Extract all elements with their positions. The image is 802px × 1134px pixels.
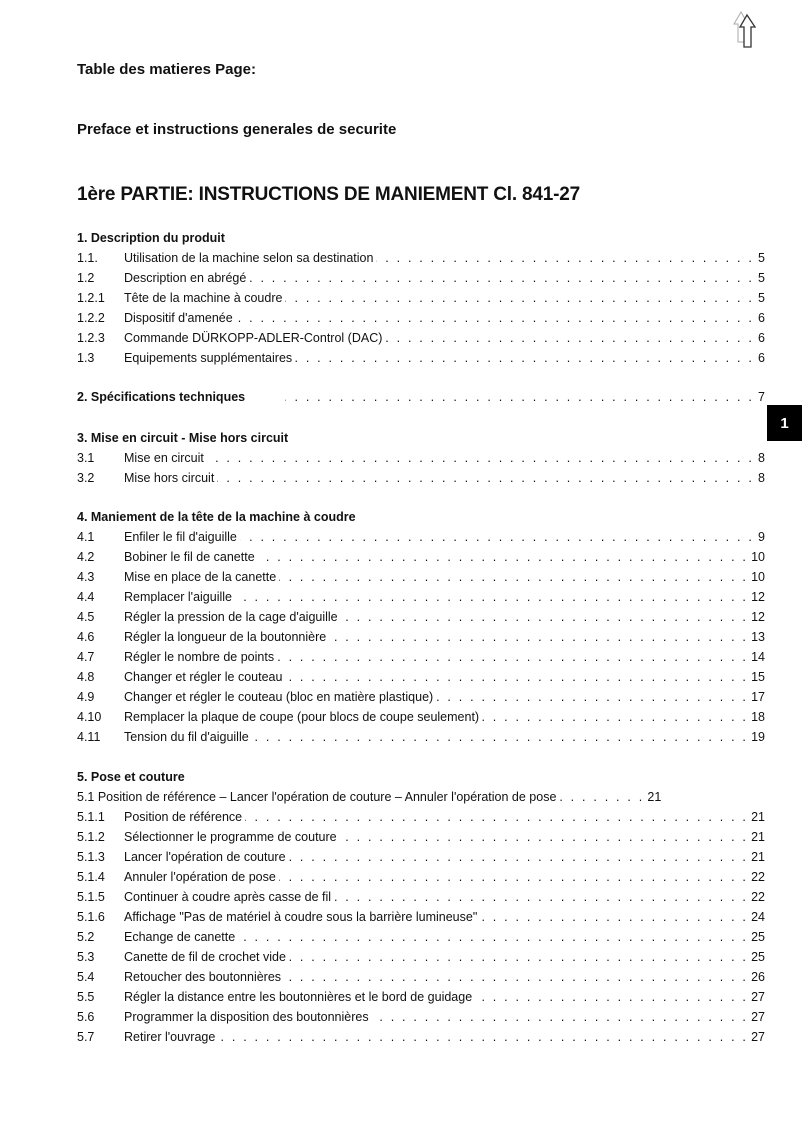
- entry-title: Continuer à coudre après casse de fil: [124, 890, 332, 904]
- entry-title: Echange de canette: [124, 930, 236, 944]
- toc-entry[interactable]: [77, 1007, 765, 1027]
- dot-leader: [285, 288, 754, 308]
- page-number: 5: [758, 271, 765, 285]
- entry-number: 1.2.1: [77, 291, 105, 305]
- dot-leader: [285, 387, 754, 407]
- dot-leader: [372, 1007, 749, 1027]
- toc-entry[interactable]: [77, 547, 765, 567]
- page-number: 6: [758, 351, 765, 365]
- dot-leader: [236, 308, 754, 328]
- toc-entry[interactable]: [77, 707, 765, 727]
- toc-entry[interactable]: [77, 807, 765, 827]
- toc-entry[interactable]: [77, 468, 765, 488]
- page-number: 17: [751, 690, 765, 704]
- dot-leader: [295, 348, 754, 368]
- dot-leader: [385, 328, 754, 348]
- page-number: 26: [751, 970, 765, 984]
- toc-section: [77, 228, 765, 368]
- dot-leader: [249, 268, 754, 288]
- toc-entry[interactable]: [77, 527, 765, 547]
- page-number: 9: [758, 530, 765, 544]
- entry-title: Dispositif d'amenée: [124, 311, 233, 325]
- entry-title: Régler la longueur de la boutonnière: [124, 630, 327, 644]
- entry-title: Changer et régler le couteau (bloc en matière plastique): [124, 690, 434, 704]
- page-number: 10: [751, 550, 765, 564]
- toc-entry[interactable]: [77, 288, 765, 308]
- page-number: 21: [751, 850, 765, 864]
- entry-title: Régler le nombre de points: [124, 650, 275, 664]
- entry-title: Programmer la disposition des boutonnières: [124, 1010, 369, 1024]
- dot-leader: [217, 468, 754, 488]
- page-number: 5: [758, 251, 765, 265]
- toc-entry[interactable]: [77, 667, 765, 687]
- page-number: 15: [751, 670, 765, 684]
- dot-leader: [475, 987, 748, 1007]
- toc-entry[interactable]: [77, 987, 765, 1007]
- entry-number: 4.1: [77, 530, 95, 544]
- toc-section-heading[interactable]: [77, 387, 765, 407]
- entry-number: 4.3: [77, 570, 95, 584]
- entry-number: 4.10: [77, 710, 102, 724]
- section-title: 2. Spécifications techniques: [77, 390, 246, 404]
- page-number: 21: [751, 830, 765, 844]
- dot-leader: [245, 807, 748, 827]
- page-number: 25: [751, 950, 765, 964]
- entry-title: Mise hors circuit: [124, 471, 215, 485]
- page-number: 22: [751, 870, 765, 884]
- dot-leader: [334, 887, 748, 907]
- entry-number: 1.2.2: [77, 311, 105, 325]
- entry-number: 4.8: [77, 670, 95, 684]
- entry-number: 5.1.2: [77, 830, 105, 844]
- entry-title: Utilisation de la machine selon sa destination: [124, 251, 374, 265]
- entry-number: 5.1.1: [77, 810, 105, 824]
- dot-leader: [289, 847, 749, 867]
- entry-number: 5.4: [77, 970, 95, 984]
- entry-number: 4.6: [77, 630, 95, 644]
- toc-section-heading: 1. Description du produit: [77, 231, 225, 245]
- dot-leader: [480, 907, 748, 927]
- toc-entry[interactable]: [77, 967, 765, 987]
- entry-number: 3.1: [77, 451, 95, 465]
- toc-entry[interactable]: [77, 268, 765, 288]
- toc-entry[interactable]: [77, 827, 765, 847]
- entry-number: 4.11: [77, 730, 101, 744]
- page-number: 8: [758, 471, 765, 485]
- entry-title: Bobiner le fil de canette: [124, 550, 255, 564]
- page-number: 27: [751, 1010, 765, 1024]
- entry-title: Enfiler le fil d'aiguille: [124, 530, 237, 544]
- entry-number: 5.7: [77, 1030, 95, 1044]
- page-number: 12: [751, 590, 765, 604]
- page-number: 5: [758, 291, 765, 305]
- entry-number: 4.2: [77, 550, 95, 564]
- entry-title: Retirer l'ouvrage: [124, 1030, 216, 1044]
- entry-number: 4.7: [77, 650, 95, 664]
- entry-number: 1.3: [77, 351, 95, 365]
- entry-number: 4.4: [77, 590, 95, 604]
- toc-entry[interactable]: [77, 248, 765, 268]
- entry-number: 5.1.5: [77, 890, 105, 904]
- entry-title: Affichage "Pas de matériel à coudre sous la barrière lumineuse": [124, 910, 478, 924]
- entry-number: 5.6: [77, 1010, 95, 1024]
- toc-entry[interactable]: [77, 787, 765, 807]
- dot-leader: [277, 647, 748, 667]
- dot-leader: [341, 607, 748, 627]
- toc-section: [77, 507, 765, 747]
- entry-title: Tension du fil d'aiguille: [124, 730, 249, 744]
- page-number: 8: [758, 451, 765, 465]
- dot-leader: [436, 687, 748, 707]
- page-number: 24: [751, 910, 765, 924]
- entry-title: Position de référence: [124, 810, 243, 824]
- dot-leader: [284, 967, 748, 987]
- page-number: 27: [751, 990, 765, 1004]
- toc-entry[interactable]: [77, 328, 765, 348]
- entry-title: Remplacer l'aiguille: [124, 590, 232, 604]
- toc-title: Table des matieres Page:: [77, 61, 256, 78]
- toc-entry[interactable]: [77, 647, 765, 667]
- dot-leader: [559, 787, 644, 807]
- toc-section-heading: 5. Pose et couture: [77, 770, 185, 784]
- entry-number: 5.5: [77, 990, 95, 1004]
- entry-title: Lancer l'opération de couture: [124, 850, 286, 864]
- page-number: 6: [758, 331, 765, 345]
- toc-entry[interactable]: [77, 927, 765, 947]
- dot-leader: [252, 727, 748, 747]
- dot-leader: [207, 448, 754, 468]
- entry-title: Sélectionner le programme de couture: [124, 830, 337, 844]
- preface-heading[interactable]: Preface et instructions generales de securite: [77, 121, 397, 138]
- entry-number: 5.1.3: [77, 850, 105, 864]
- toc-entry[interactable]: [77, 348, 765, 368]
- toc-entry[interactable]: [77, 907, 765, 927]
- toc-section-heading: 3. Mise en circuit - Mise hors circuit: [77, 431, 289, 445]
- page-number: 21: [647, 790, 662, 804]
- toc-entry[interactable]: [77, 308, 765, 328]
- toc-section-heading: 4. Maniement de la tête de la machine à coudre: [77, 510, 356, 524]
- entry-title: Remplacer la plaque de coupe (pour blocs de coupe seulement): [124, 710, 480, 724]
- toc-entry[interactable]: [77, 587, 765, 607]
- toc-entry[interactable]: [77, 1027, 765, 1047]
- entry-title: Régler la distance entre les boutonnières et le bord de guidage: [124, 990, 473, 1004]
- page-number: 6: [758, 311, 765, 325]
- page-number: 14: [751, 650, 765, 664]
- toc-entry[interactable]: [77, 448, 765, 468]
- chapter-tab[interactable]: 1: [767, 405, 802, 441]
- dot-leader: [329, 627, 748, 647]
- toc-entry[interactable]: [77, 867, 765, 887]
- page-number: 25: [751, 930, 765, 944]
- entry-number: 4.9: [77, 690, 95, 704]
- page-number: 10: [751, 570, 765, 584]
- page-number: 13: [751, 630, 765, 644]
- entry-title: Annuler l'opération de pose: [124, 870, 276, 884]
- dot-leader: [258, 547, 748, 567]
- dot-leader: [235, 587, 748, 607]
- entry-title: Equipements supplémentaires: [124, 351, 293, 365]
- entry-number: 1.2.3: [77, 331, 105, 345]
- toc-entry[interactable]: [77, 567, 765, 587]
- entry-number: 5.2: [77, 930, 95, 944]
- dot-leader: [238, 927, 748, 947]
- toc-entry[interactable]: [77, 947, 765, 967]
- entry-title: Régler la pression de la cage d'aiguille: [124, 610, 338, 624]
- entry-number: 5.1.4: [77, 870, 105, 884]
- dot-leader: [482, 707, 748, 727]
- entry-title: Tête de la machine à coudre: [124, 291, 283, 305]
- dot-leader: [279, 867, 748, 887]
- entry-title: Commande DÜRKOPP-ADLER-Control (DAC): [124, 331, 383, 345]
- page-number: 19: [751, 730, 765, 744]
- toc-entry[interactable]: [77, 847, 765, 867]
- entry-number: 5.1.6: [77, 910, 105, 924]
- page-number: 21: [751, 810, 765, 824]
- toc-entry[interactable]: [77, 887, 765, 907]
- entry-number: 1.1.: [77, 251, 98, 265]
- entry-title: Changer et régler le couteau: [124, 670, 283, 684]
- toc-entry[interactable]: [77, 687, 765, 707]
- toc-entry[interactable]: [77, 607, 765, 627]
- dot-leader: [240, 527, 754, 547]
- dot-leader: [285, 667, 748, 687]
- entry-title: Canette de fil de crochet vide: [124, 950, 286, 964]
- toc-entry[interactable]: [77, 627, 765, 647]
- entry-number: 3.2: [77, 471, 95, 485]
- page-number: 22: [751, 890, 765, 904]
- toc-entry[interactable]: [77, 727, 765, 747]
- page-number: 7: [758, 390, 765, 404]
- entry-title: Mise en place de la canette: [124, 570, 277, 584]
- entry-title: Description en abrégé: [124, 271, 247, 285]
- toc-section: [77, 387, 765, 407]
- entry-title: Retoucher des boutonnières: [124, 970, 282, 984]
- entry-title: Mise en circuit: [124, 451, 204, 465]
- entry-number: 4.5: [77, 610, 95, 624]
- page-up-arrow-icon[interactable]: [733, 10, 763, 55]
- page-number: 12: [751, 610, 765, 624]
- toc-section: [77, 428, 765, 488]
- page-number: 18: [751, 710, 765, 724]
- dot-leader: [279, 567, 748, 587]
- entry-title: 5.1 Position de référence – Lancer l'opération de couture – Annuler l'opération de pose: [77, 790, 557, 804]
- toc-section: [77, 767, 765, 1047]
- part-heading: 1ère PARTIE: INSTRUCTIONS DE MANIEMENT Cl. 841-27: [77, 184, 580, 205]
- entry-number: 1.2: [77, 271, 95, 285]
- entry-number: 5.3: [77, 950, 95, 964]
- dot-leader: [218, 1027, 748, 1047]
- page-number: 27: [751, 1030, 765, 1044]
- dot-leader: [376, 248, 754, 268]
- dot-leader: [289, 947, 748, 967]
- dot-leader: [340, 827, 748, 847]
